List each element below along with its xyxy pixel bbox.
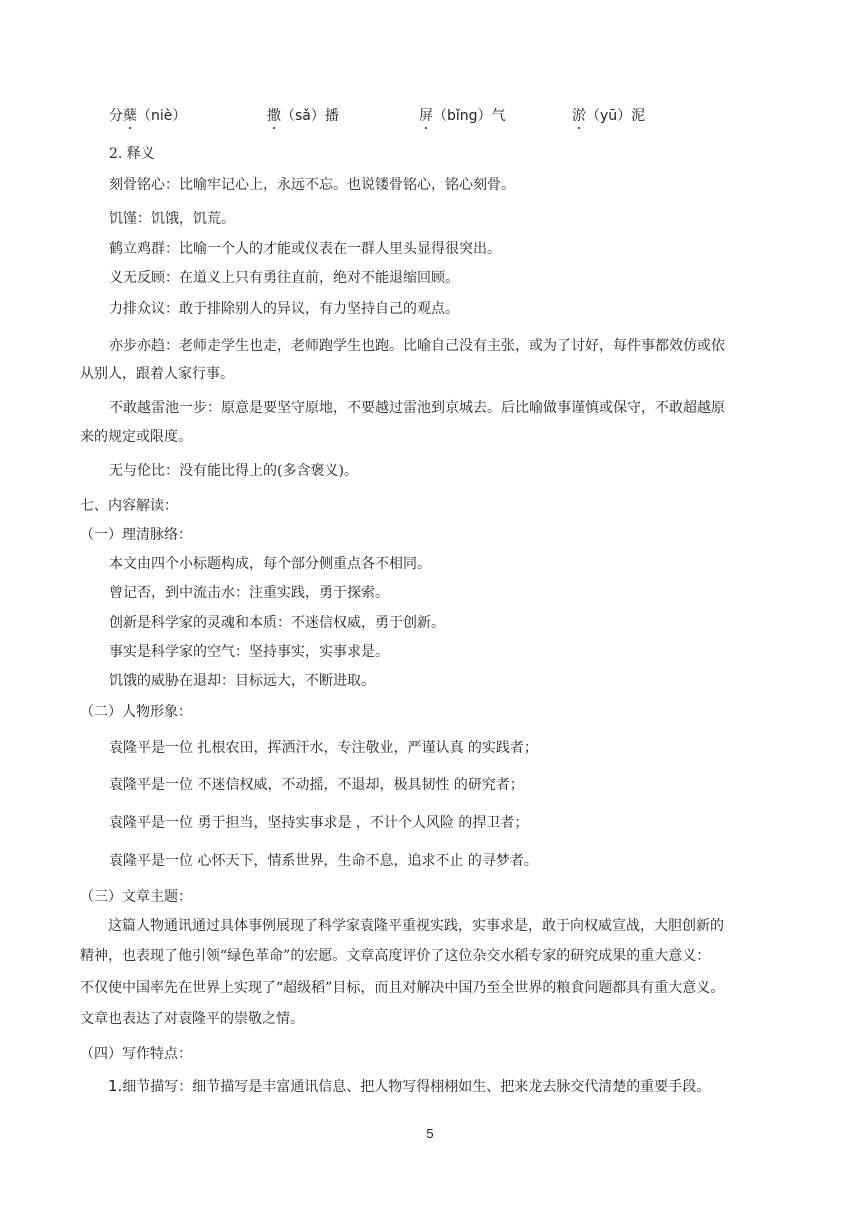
pinyin-item: 淤（yū）泥 <box>572 108 646 124</box>
definition: 鹤立鸡群：比喻一个人的才能或仪表在一群人里头显得很突出。 <box>109 241 501 257</box>
paragraph-line <box>108 1076 710 1097</box>
subsection-heading: （一）理清脉络： <box>80 527 192 543</box>
definition-continuation: 来的规定或限度。 <box>80 429 192 445</box>
definition: 不敢越雷池一步：原意是要坚守原地，不要越过雷池到京城去。后比喻做事谨慎或保守，不敢超越原 <box>109 400 725 416</box>
paragraph-line: 事实是科学家的空气：坚持事实，实事求是。 <box>109 644 389 660</box>
definition-continuation: 从别人，跟着人家行事。 <box>80 366 234 382</box>
definition: 饥馑：饥饿，饥荒。 <box>109 211 235 227</box>
paragraph-line: 精神，也表现了他引领“绿色革命”的宏愿。文章高度评价了这位杂交水稻专家的研究成果的重大意义： <box>80 948 711 964</box>
definition: 无与伦比：没有能比得上的(多含褒义)。 <box>109 463 358 479</box>
list-text: 细节描写：细节描写是丰富通讯信息、把人物写得栩栩如生、把来龙去脉交代清楚的重要手段。 <box>122 1079 711 1095</box>
list-number: 1. <box>108 1077 123 1095</box>
pinyin-item: 分蘖（niè） <box>109 108 187 124</box>
paragraph-line: 本文由四个小标题构成，每个部分侧重点各不相同。 <box>109 556 431 572</box>
paragraph-line: 不仅使中国率先在世界上实现了“超级稻”目标，而且对解决中国乃至全世界的粮食问题都具有重大意义。 <box>80 980 725 996</box>
pinyin-item: 屏（bǐng）气 <box>419 108 506 124</box>
page-number: 5 <box>426 1126 434 1141</box>
subsection-heading: （二）人物形象： <box>80 704 192 720</box>
paragraph-line: 袁隆平是一位 勇于担当，坚持实事求是 ，不计个人风险 的捍卫者； <box>109 815 529 831</box>
section-heading: 2. 释义 <box>109 146 155 162</box>
section-heading: 七、内容解读： <box>80 498 178 514</box>
paragraph-line: 创新是科学家的灵魂和本质：不迷信权威，勇于创新。 <box>109 615 445 631</box>
definition: 义无反顾：在道义上只有勇往直前，绝对不能退缩回顾。 <box>109 270 459 286</box>
paragraph-line: 袁隆平是一位 心怀天下，情系世界，生命不息，追求不止 的寻梦者。 <box>109 853 538 869</box>
subsection-heading: （四）写作特点： <box>80 1046 192 1062</box>
paragraph-line: 饥饿的威胁在退却：目标远大，不断进取。 <box>109 673 375 689</box>
definition: 刻骨铭心：比喻牢记心上，永远不忘。也说镂骨铭心，铭心刻骨。 <box>109 177 515 193</box>
paragraph-line: 袁隆平是一位 不迷信权威，不动摇，不退却，极具韧性 的研究者； <box>109 777 524 793</box>
definition: 亦步亦趋：老师走学生也走，老师跑学生也跑。比喻自己没有主张，或为了讨好，每件事都效仿或依 <box>109 338 725 354</box>
pinyin-item: 撒（sǎ）播 <box>267 108 339 124</box>
paragraph-line: 文章也表达了对袁隆平的崇敬之情。 <box>80 1011 304 1027</box>
subsection-heading: （三）文章主题： <box>80 889 192 905</box>
paragraph-line: 袁隆平是一位 扎根农田，挥洒汗水，专注敬业，严谨认真 的实践者； <box>109 740 538 756</box>
definition: 力排众议：敢于排除别人的异议，有力坚持自己的观点。 <box>109 301 459 317</box>
paragraph-line: 曾记否，到中流击水：注重实践，勇于探索。 <box>109 585 389 601</box>
paragraph-line: 这篇人物通讯通过具体事例展现了科学家袁隆平重视实践，实事求是，敢于向权威宣战，大胆创新的 <box>108 918 724 934</box>
